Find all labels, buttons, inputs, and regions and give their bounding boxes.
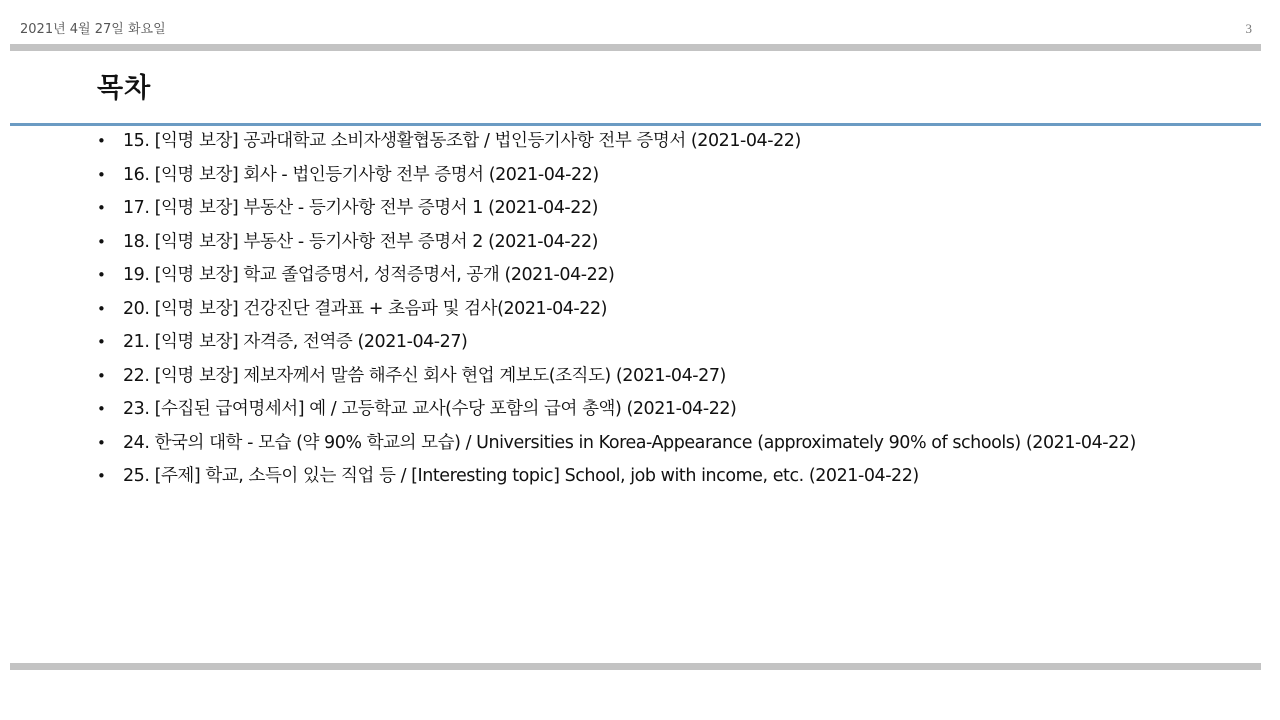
bullet-icon: •: [97, 165, 106, 184]
bullet-icon: •: [97, 333, 106, 351]
toc-item: [0, 125, 1280, 159]
toc-item-text: 25. [주제] 학교, 소득이 있는 직업 등 / [Interesting topic] School, job with income, etc. (2021-04-22): [123, 466, 919, 486]
toc-item: [0, 427, 1280, 461]
toc-item: [0, 460, 1280, 494]
table-of-contents: [0, 125, 1280, 494]
toc-item: [0, 326, 1280, 360]
toc-item: [0, 393, 1280, 427]
toc-item-text: 23. [수집된 급여명세서] 예 / 고등학교 교사(수당 포함의 급여 총액) (2021-04-22): [123, 399, 737, 419]
slide-title: 목차: [97, 73, 152, 104]
toc-item-text: 21. [익명 보장] 자격증, 전역증 (2021-04-27): [123, 332, 468, 352]
bullet-icon: •: [97, 199, 106, 217]
bullet-icon: •: [97, 400, 106, 418]
header-date: 2021년 4월 27일 화요일: [20, 22, 166, 37]
bullet-icon: •: [97, 132, 106, 150]
toc-item-text: 22. [익명 보장] 제보자께서 말씀 해주신 회사 현업 계보도(조직도) (2021-04-27): [123, 365, 726, 386]
top-divider-bar: [10, 44, 1261, 51]
toc-item-text: 15. [익명 보장] 공과대학교 소비자생활협동조합 / 법인등기사항 전부 증명서 (2021-04-22): [123, 131, 801, 151]
bottom-divider-bar: [10, 663, 1261, 670]
toc-item-text: 24. 한국의 대학 - 모습 (약 90% 학교의 모습) / Universities in Korea-Appearance (approximately 90% of schools) (2021-04-22): [123, 432, 1136, 453]
bullet-icon: •: [97, 467, 106, 485]
toc-item-text: 19. [익명 보장] 학교 졸업증명서, 성적증명서, 공개 (2021-04-22): [123, 265, 615, 285]
toc-item: [0, 360, 1280, 394]
bullet-icon: •: [97, 366, 106, 385]
bullet-icon: •: [97, 433, 106, 452]
bullet-icon: •: [97, 232, 106, 251]
toc-item-text: 16. [익명 보장] 회사 - 법인등기사항 전부 증명서 (2021-04-22): [123, 164, 599, 185]
toc-item-text: 20. [익명 보장] 건강진단 결과표 + 초음파 및 검사(2021-04-22): [123, 298, 608, 319]
toc-item: [0, 293, 1280, 327]
bullet-icon: •: [97, 299, 106, 318]
toc-item: [0, 192, 1280, 226]
toc-item: [0, 159, 1280, 193]
bullet-icon: •: [97, 266, 106, 284]
toc-item: [0, 226, 1280, 260]
toc-item: [0, 259, 1280, 293]
toc-item-text: 17. [익명 보장] 부동산 - 등기사항 전부 증명서 1 (2021-04-22): [123, 198, 599, 218]
toc-item-text: 18. [익명 보장] 부동산 - 등기사항 전부 증명서 2 (2021-04-22): [123, 231, 599, 252]
page-number: 3: [1245, 21, 1252, 36]
